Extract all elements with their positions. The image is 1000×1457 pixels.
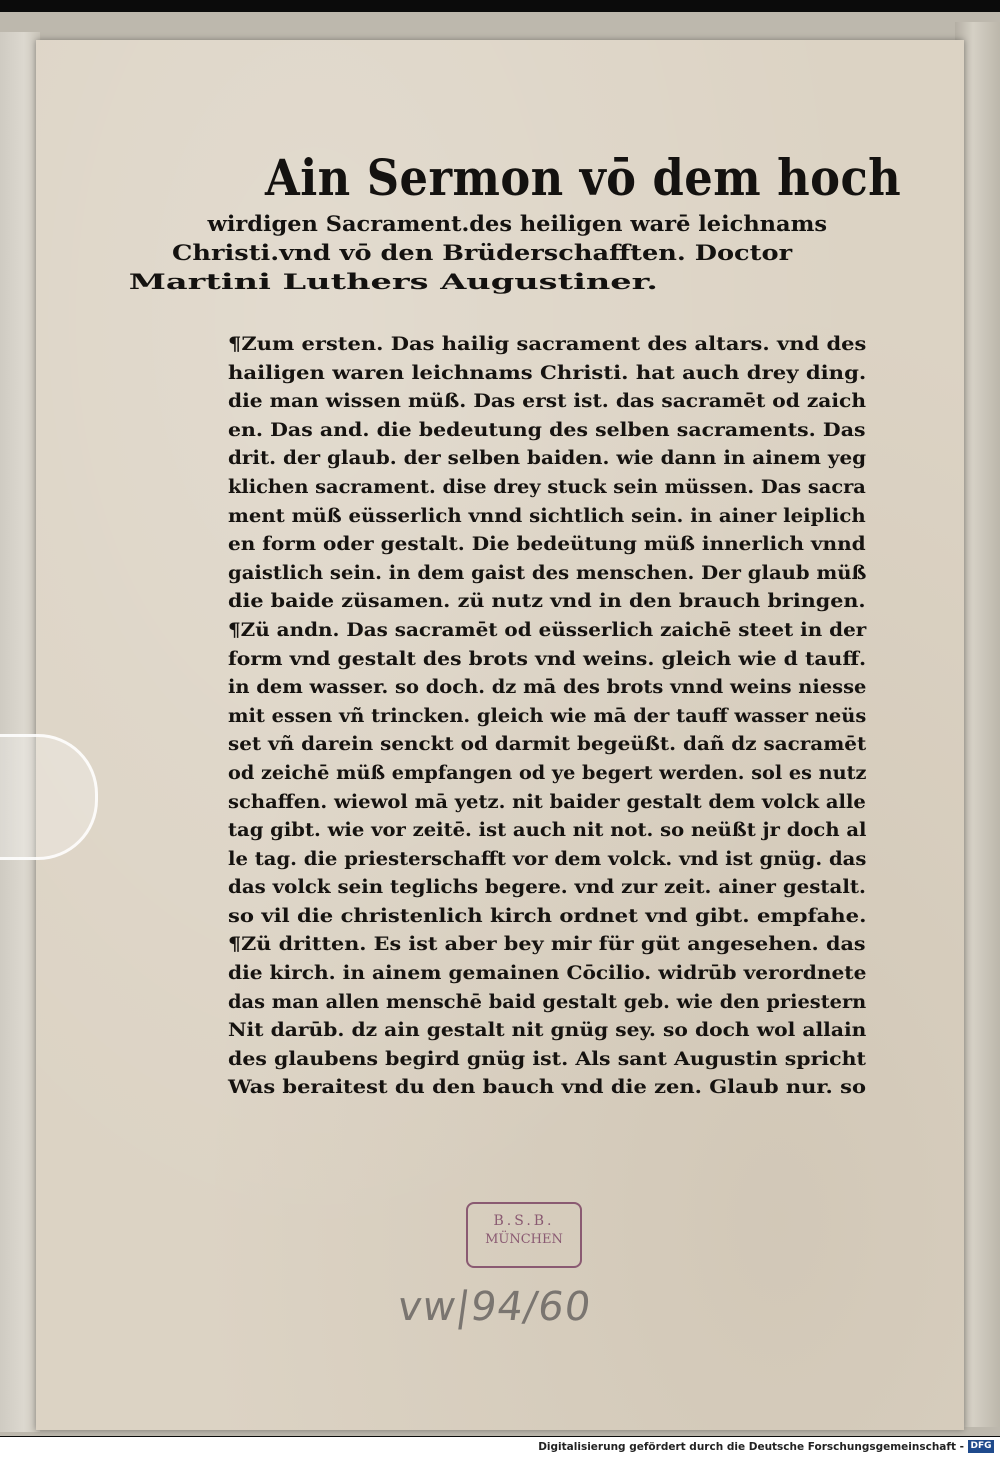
body-line: en form oder gestalt. Die bedeütung müß innerlich vnnd [228,533,866,556]
title-line-4: Martini Luthers Augustiner. [128,269,659,294]
body-line: Nit darūb. dz ain gestalt nit gnüg sey. so doch wol allain [228,1019,867,1042]
body-line: drit. der glaub. der selben baiden. wie dann in ainem yeg [228,447,867,470]
stamp-line-2: MÜNCHEN [485,1232,563,1247]
body-line: das volck sein teglichs begere. vnd zur zeit. ainer gestalt. [228,876,866,899]
body-line: hailigen waren leichnams Christi. hat auch drey ding. [228,361,867,384]
body-line: mit essen vñ trincken. gleich wie mā der tauff wasser neüs [228,704,867,727]
title-line-2: wirdigen Sacrament.des heiligen warē leichnams [207,211,828,236]
body-line: in dem wasser. so doch. dz mā des brots vnnd weins niesse [228,676,867,699]
body-line: die kirch. in ainem gemainen Cōcilio. widrūb verordnete [228,962,867,985]
footer-funding-text: Digitalisierung gefördert durch die Deutsche Forschungsgemeinschaft - [538,1441,964,1453]
body-line: ¶Zü dritten. Es ist aber bey mir für güt angesehen. das [228,933,866,956]
body-line: schaffen. wiewol mā yetz. nit baider gestalt dem volck alle [228,790,866,813]
dfg-logo-icon: DFG [968,1440,994,1453]
footer-bar [0,1437,1000,1457]
stamp-line-1: B.S.B. [493,1213,555,1229]
body-line: en. Das and. die bedeutung des selben sacraments. Das [228,418,866,441]
title-line-1: Ain Sermon vō dem hoch [265,148,902,207]
body-text [228,330,868,1102]
library-stamp [466,1202,582,1268]
body-line: le tag. die priesterschafft vor dem volck. vnd ist gnüg. das [228,847,867,870]
scan-background [0,12,1000,1436]
document-title [128,147,902,296]
body-line: so vil die christenlich kirch ordnet vnd gibt. empfahe. [228,904,867,927]
handwritten-shelfmark: vw|94/60 [394,1284,595,1330]
body-line: das man allen menschē baid gestalt geb. wie den priestern [228,990,867,1013]
body-line: die man wissen müß. Das erst ist. das sacramēt od zaich [228,390,866,413]
body-line: ¶Zum ersten. Das hailig sacrament des altars. vnd des [228,333,867,355]
binding-cover-left [0,32,40,1432]
body-line: set vñ darein senckt od darmit begeüßt. dañ dz sacramēt [228,733,867,756]
body-line: ¶Zü andn. Das sacramēt od eüsserlich zaichē steet in der [228,618,867,641]
body-line: des glaubens begird gnüg ist. Als sant Augustin spricht [228,1047,866,1070]
body-line: gaistlich sein. in dem gaist des menschen. Der glaub müß [228,561,867,584]
body-line: Was beraitest du den bauch vnd die zen. Glaub nur. so [228,1076,866,1099]
title-line-3: Christi.vnd vō den Brüderschafften. Doctor [172,240,793,265]
body-line: ment müß eüsserlich vnnd sichtlich sein. in ainer leiplich [228,504,866,527]
body-line: klichen sacrament. dise drey stuck sein müssen. Das sacra [228,475,866,498]
body-line: od zeichē müß empfangen od ye begert werden. sol es nutz [228,761,867,784]
body-line: die baide züsamen. zü nutz vnd in den brauch bringen. [228,590,866,613]
body-line: form vnd gestalt des brots vnd weins. gleich wie d tauff. [228,647,867,670]
body-line: tag gibt. wie vor zeitē. ist auch nit not. so neüßt jr doch al [228,819,867,842]
